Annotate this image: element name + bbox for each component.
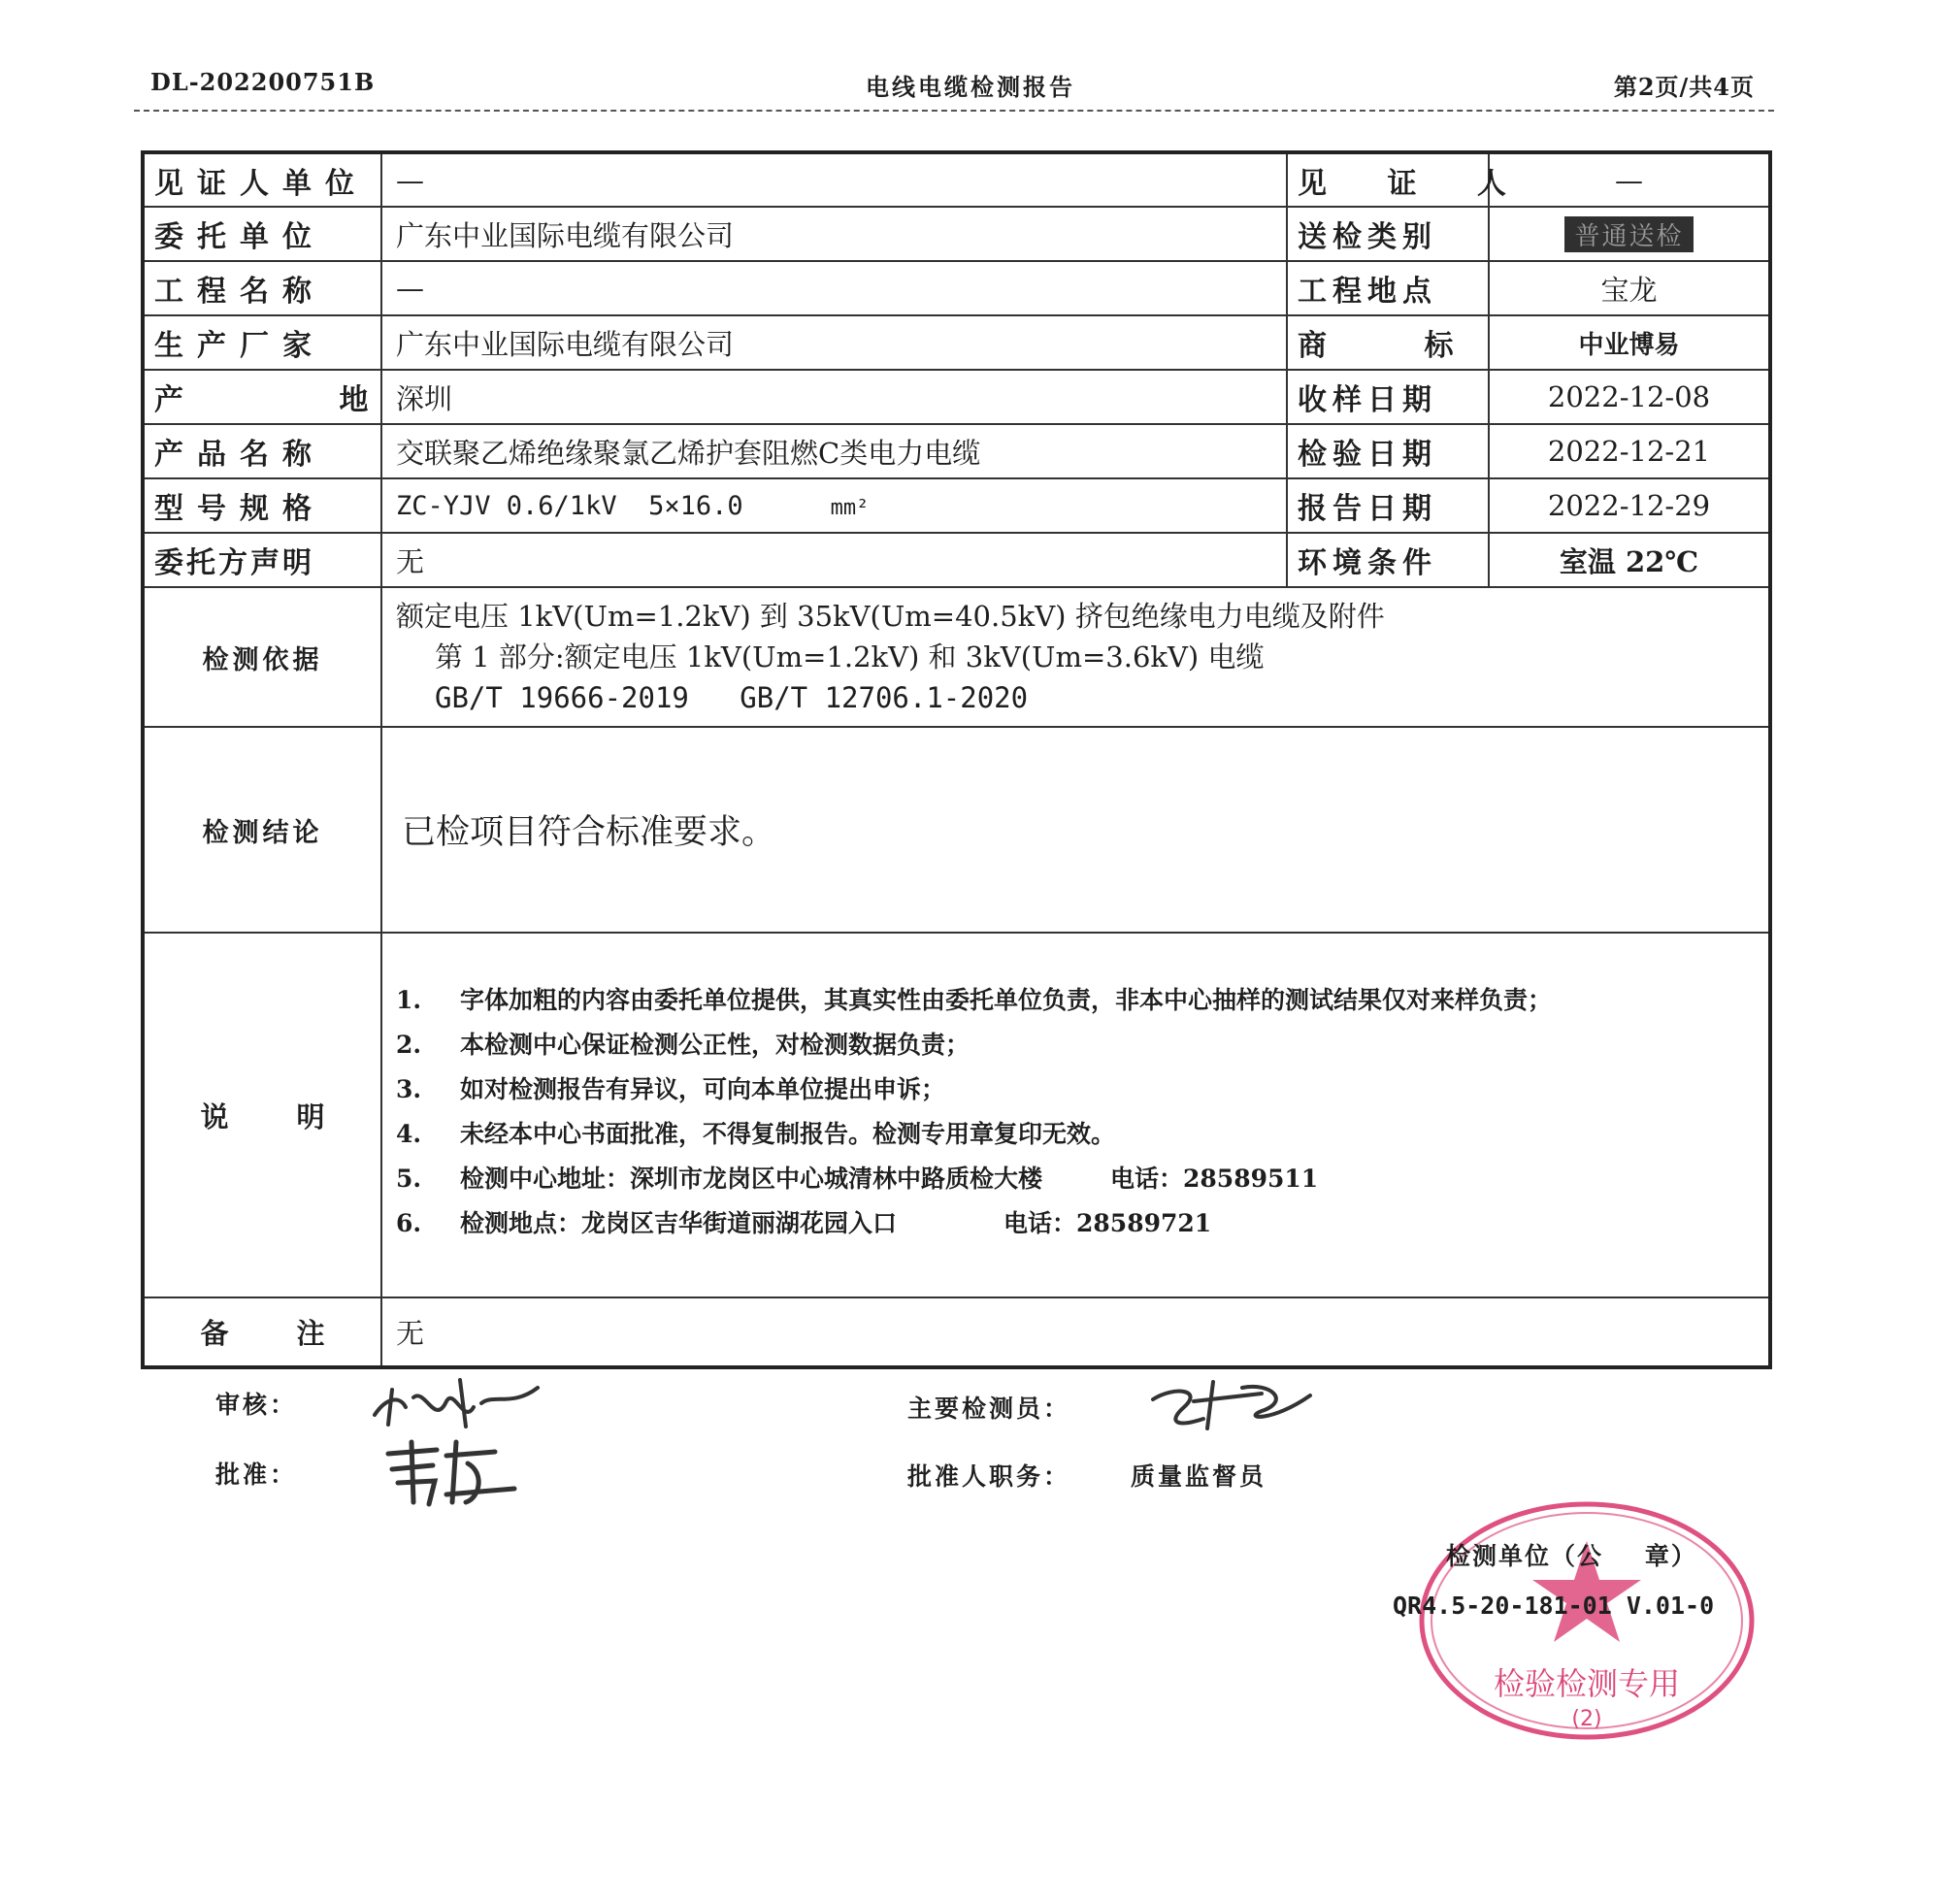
label-witness: 见 证 人 [1287, 152, 1489, 207]
note-item [396, 1023, 1755, 1067]
review-label: 审核： [215, 1391, 298, 1419]
label-inspection-type: 送检类别 [1287, 207, 1489, 261]
stamp-number: (2) [1571, 1707, 1602, 1731]
form-code: QR4.5-20-181-01 V.01-0 [1393, 1592, 1715, 1620]
note-number: 3. [396, 1075, 422, 1103]
report-number: DL-202200751B [150, 68, 376, 96]
basis-content [381, 587, 1770, 727]
value-manufacturer: 广东中业国际电缆有限公司 [381, 315, 1287, 370]
note-number: 6. [396, 1209, 422, 1237]
note-address: 检测中心地址：深圳市龙岗区中心城清林中路质检大楼 [460, 1165, 1043, 1193]
label-client: 委托单位 [143, 207, 381, 261]
value-client-statement: 无 [381, 533, 1287, 587]
redacted-inspection-type: 普通送检 [1564, 216, 1693, 252]
label-conclusion: 检测结论 [143, 727, 381, 933]
row-basis [143, 587, 1770, 727]
note-phone: 电话：28589511 [1110, 1165, 1319, 1193]
official-stamp [1412, 1494, 1761, 1747]
value-inspection-type [1489, 207, 1770, 261]
model-spec-text: ZC-YJV 0.6/1kV 5×16.0 [396, 490, 743, 521]
stamp-text: 检验检测专用 [1493, 1665, 1681, 1702]
value-project-name: — [381, 261, 1287, 315]
note-text [460, 1157, 1755, 1201]
inspector-label: 主要检测员： [907, 1395, 1071, 1423]
label-product-name: 产品名称 [143, 424, 381, 478]
note-text [460, 1201, 1755, 1246]
note-text: 未经本中心书面批准，不得复制报告。检测专用章复印无效。 [460, 1120, 1116, 1148]
approver-title-label: 批准人职务： [907, 1462, 1071, 1491]
value-witness-unit: — [381, 152, 1287, 207]
value-client: 广东中业国际电缆有限公司 [381, 207, 1287, 261]
note-item [396, 978, 1755, 1023]
value-receive-date: 2022-12-08 [1489, 370, 1770, 424]
approver-title-value: 质量监督员 [1131, 1462, 1267, 1491]
row-client-statement [143, 533, 1770, 587]
row-origin [143, 370, 1770, 424]
row-witness-unit [143, 152, 1770, 207]
approve-label: 批准： [215, 1461, 298, 1489]
inspector-signature [1145, 1372, 1320, 1434]
inspection-unit-line: 检测单位（公 章） [1446, 1542, 1697, 1570]
label-report-date: 报告日期 [1287, 478, 1489, 533]
page-info: 第2页/共4页 [1613, 73, 1755, 101]
value-test-date: 2022-12-21 [1489, 424, 1770, 478]
row-client [143, 207, 1770, 261]
note-text: 如对检测报告有异议，可向本单位提出申诉； [460, 1075, 946, 1103]
basis-line-2: 第 1 部分:额定电压 1kV(Um=1.2kV) 和 3kV(Um=3.6kV) 电缆 [435, 640, 1265, 673]
note-number: 2. [396, 1031, 422, 1059]
value-remarks: 无 [381, 1297, 1770, 1367]
note-text: 字体加粗的内容由委托单位提供，其真实性由委托单位负责，非本中心抽样的测试结果仅对来样负责； [460, 986, 1553, 1014]
label-project-site: 工程地点 [1287, 261, 1489, 315]
note-item [396, 1201, 1755, 1246]
report-table [141, 150, 1772, 1369]
value-project-site: 宝龙 [1489, 261, 1770, 315]
label-manufacturer: 生产厂家 [143, 315, 381, 370]
row-project-name [143, 261, 1770, 315]
model-spec-unit: mm² [830, 495, 870, 520]
value-trademark: 中业博易 [1489, 315, 1770, 370]
value-origin: 深圳 [381, 370, 1287, 424]
notes-list [381, 933, 1770, 1297]
conclusion-text: 已检项目符合标准要求。 [381, 727, 1770, 933]
label-test-date: 检验日期 [1287, 424, 1489, 478]
review-signature [367, 1368, 551, 1436]
label-model-spec: 型号规格 [143, 478, 381, 533]
label-remarks: 备 注 [143, 1297, 381, 1367]
label-witness-unit: 见证人单位 [143, 152, 381, 207]
note-item [396, 1157, 1755, 1201]
header-divider [134, 110, 1774, 112]
label-basis: 检测依据 [143, 587, 381, 727]
label-origin: 产 地 [143, 370, 381, 424]
label-environment: 环境条件 [1287, 533, 1489, 587]
value-environment: 室温 22℃ [1489, 533, 1770, 587]
note-item [396, 1067, 1755, 1112]
row-manufacturer [143, 315, 1770, 370]
note-item [396, 1112, 1755, 1157]
label-notes: 说 明 [143, 933, 381, 1297]
note-text: 本检测中心保证检测公正性，对检测数据负责； [460, 1031, 970, 1059]
basis-line-1: 额定电压 1kV(Um=1.2kV) 到 35kV(Um=40.5kV) 挤包绝缘电力电缆及附件 [396, 600, 1385, 633]
value-model-spec [381, 478, 1287, 533]
approve-signature [378, 1434, 534, 1512]
row-conclusion [143, 727, 1770, 933]
row-notes [143, 933, 1770, 1297]
note-number: 4. [396, 1120, 422, 1148]
label-project-name: 工程名称 [143, 261, 381, 315]
label-client-statement: 委托方声明 [143, 533, 381, 587]
row-remarks [143, 1297, 1770, 1367]
value-product-name: 交联聚乙烯绝缘聚氯乙烯护套阻燃C类电力电缆 [381, 424, 1287, 478]
note-address: 检测地点：龙岗区吉华街道丽湖花园入口 [460, 1209, 898, 1237]
basis-line-3: GB/T 19666-2019 GB/T 12706.1-2020 [435, 681, 1029, 714]
report-title: 电线电缆检测报告 [866, 73, 1075, 101]
note-phone: 电话：28589721 [1003, 1209, 1212, 1237]
note-number: 5. [396, 1165, 422, 1193]
row-product-name [143, 424, 1770, 478]
label-receive-date: 收样日期 [1287, 370, 1489, 424]
note-number: 1. [396, 986, 422, 1014]
value-witness: — [1489, 152, 1770, 207]
row-model-spec [143, 478, 1770, 533]
value-report-date: 2022-12-29 [1489, 478, 1770, 533]
label-trademark: 商 标 [1287, 315, 1489, 370]
